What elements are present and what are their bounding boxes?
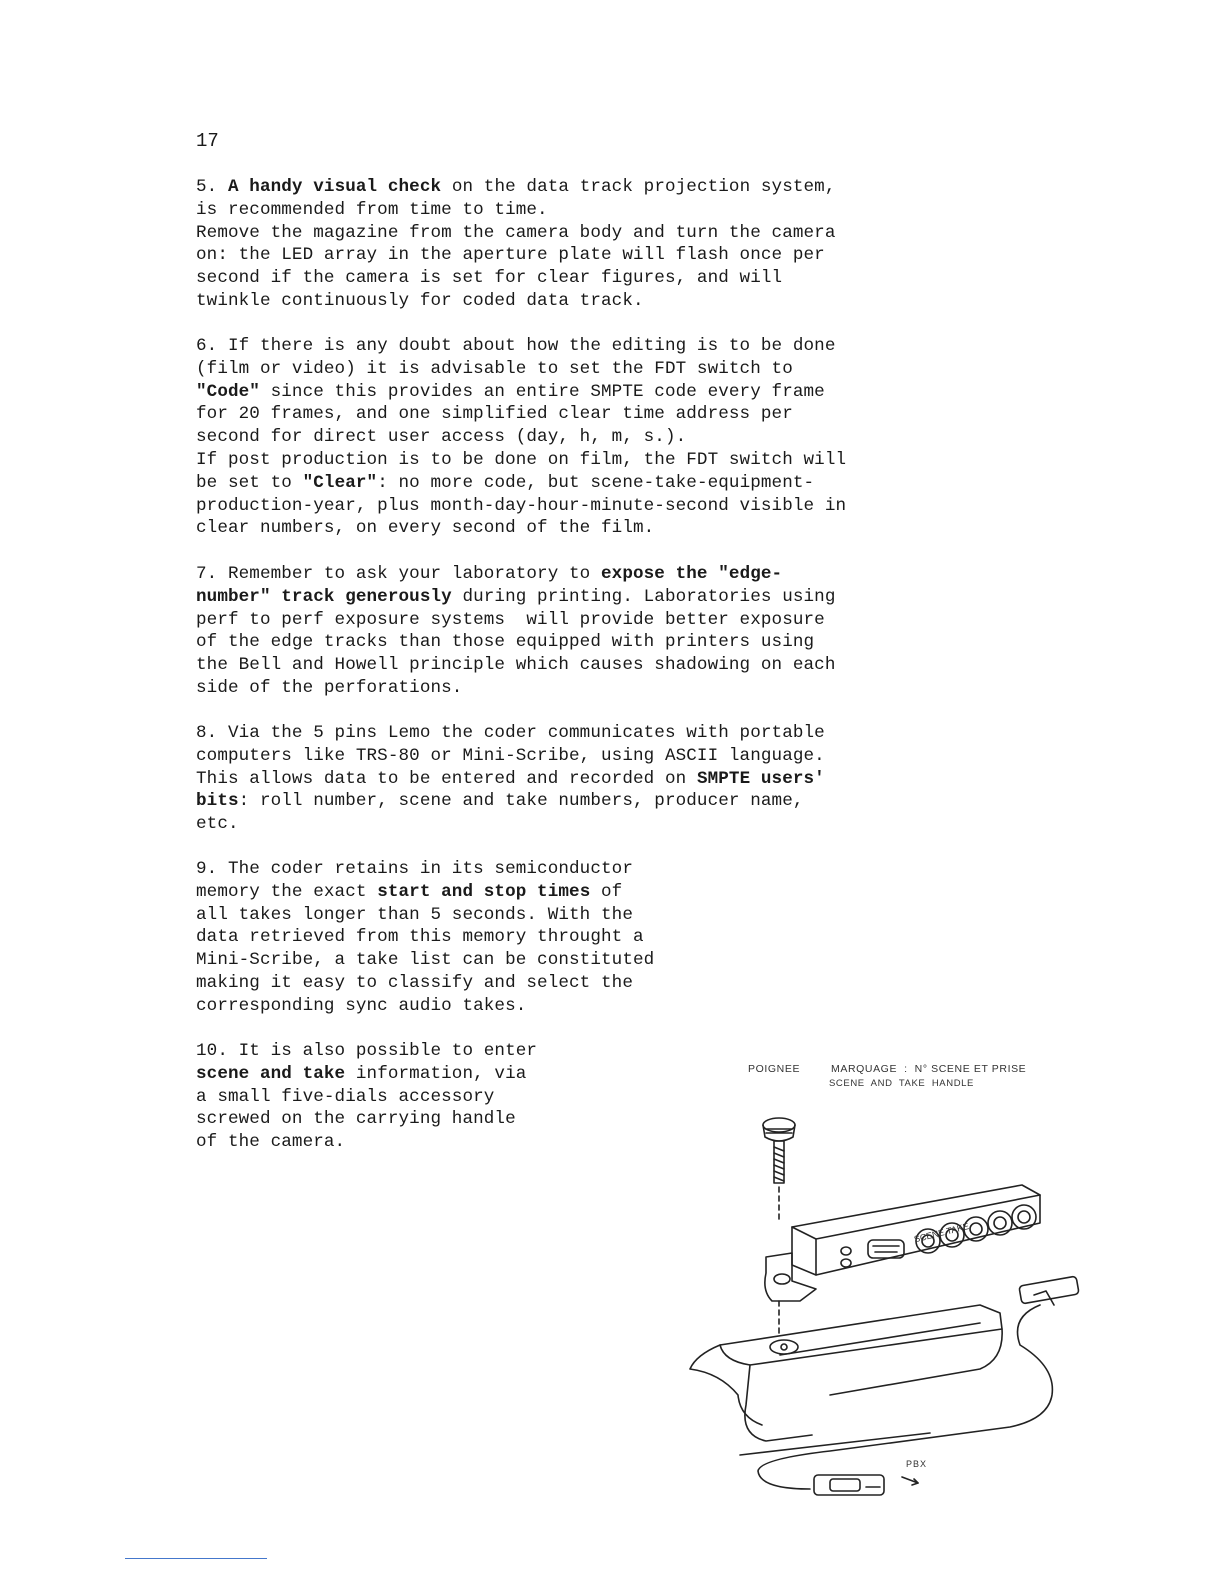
bold-phrase: expose the "edge- number" track generously: [196, 564, 783, 607]
paragraph-5: [196, 176, 836, 313]
figure-label-poignee: POIGNEE: [748, 1063, 801, 1075]
text-run: : no more code, but scene-take-equipment- production-year, plus month-day-hour-minute-second visible in clear numbers, on every second of the film.: [196, 472, 847, 539]
bold-phrase: A handy visual check: [227, 177, 442, 197]
five-dial-accessory-icon: [765, 1185, 1040, 1337]
text-run: 9. The coder retains in its semiconductor memory the exact: [196, 859, 633, 902]
text-run: 7. Remember to ask your laboratory to: [196, 564, 602, 584]
paragraph-8: [196, 722, 825, 836]
text-run: during printing. Laboratories using perf to perf exposure systems will provide better exposure of the edge tracks than those equipped with printers using the Bell and Howell principle which causes shadowing on each side of the perforations.: [196, 586, 836, 698]
bold-phrase: "Code": [196, 381, 260, 402]
bold-phrase: start and stop times: [377, 881, 591, 902]
figure-label-scene-take-handle: SCENE AND TAKE HANDLE: [829, 1078, 974, 1089]
text-run: : roll number, scene and take numbers, producer name, etc.: [196, 791, 804, 835]
pbx-label: PBX: [906, 1459, 928, 1469]
text-run: 5.: [196, 177, 228, 197]
bold-phrase: scene and take: [196, 1063, 346, 1084]
paragraph-7: [196, 563, 835, 700]
text-run: 10. It is also possible to enter: [196, 1041, 538, 1061]
text-run: information, via a small five-dials accessory screwed on the carrying handle of the camera.: [196, 1063, 527, 1153]
handle-accessory-illustration: [680, 1105, 1100, 1505]
bold-phrase: SMPTE users' bits: [196, 768, 825, 812]
text-run: 8. Via the 5 pins Lemo the coder communicates with portable computers like TRS-80 or Mini-Scribe, using ASCII language. This allows data to be entered and recorded on: [196, 723, 825, 789]
paragraph-10: [196, 1040, 537, 1154]
text-run: 6. If there is any doubt about how the editing is to be done (film or video) it is advisable to set the FDT switch to: [196, 336, 836, 379]
text-run: since this provides an entire SMPTE code every frame for 20 frames, and one simplified clear time address per second for direct user access (day, h, m, s.). If post production is to be done on film, the FDT switch will be set to: [196, 381, 847, 493]
paragraph-9: [196, 858, 654, 1018]
text-run: of all takes longer than 5 seconds. With the data retrieved from this memory throught a Mini-Scribe, a take list can be constituted making it easy to classify and select the corresponding sync audio takes.: [196, 881, 655, 1016]
figure-label-marquage: MARQUAGE : N° SCENE ET PRISE: [831, 1063, 1027, 1075]
page-number: 17: [196, 130, 219, 152]
paragraph-6: [196, 335, 846, 540]
footnote-rule: [125, 1558, 267, 1559]
bold-phrase: "Clear": [302, 472, 378, 493]
dial-label: SCENE TAKE: [912, 1221, 970, 1245]
thumb-screw-icon: [763, 1118, 795, 1223]
text-run: on the data track projection system, is recommended from time to time. Remove the magazine from the camera body and turn the camera on: the LED array in the aperture plate will flash once per second if the camera is set for clear figures, and will twinkle continuously for coded data track.: [196, 177, 836, 311]
carrying-handle-icon: [690, 1305, 1002, 1455]
